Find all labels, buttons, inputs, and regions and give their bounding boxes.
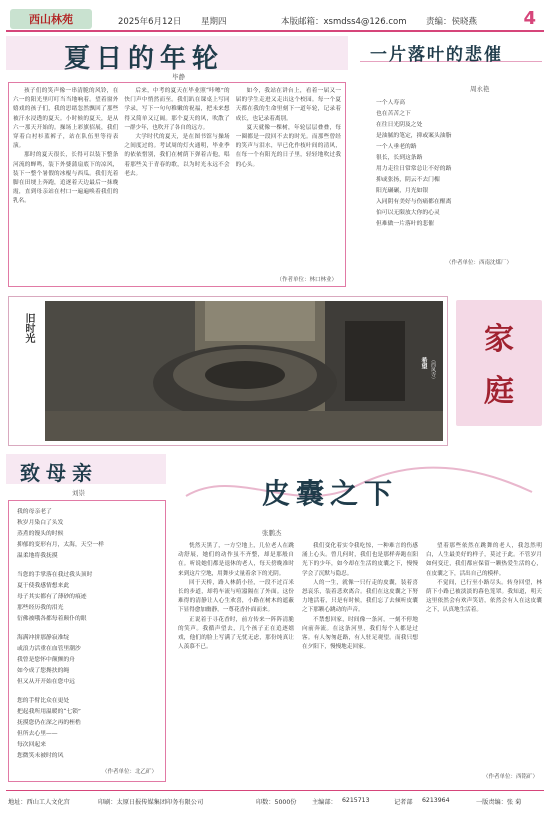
article1-title-band xyxy=(6,36,348,74)
footer-address: 地址：西山工人文化宫 xyxy=(8,799,70,806)
poem2-line: 抑郁的变形有月，太海，天空一样 xyxy=(17,542,104,548)
article1-paragraph: 那时的夏天很长，长得可以装下整条河流的蝉鸣，装下外婆蒲扇底下的凉风，装下一整个暑假的冰棍与西瓜。我们光着脚在田埂上奔跑，追逐着天边最后一抹晚霞，直到母亲站在村口一遍遍唤着我们的乳名。 xyxy=(13,152,119,205)
poem2-line: 您的手臂比众在更处 xyxy=(17,698,70,704)
page-email: 本版邮箱：xsmdss4@126.com xyxy=(281,17,407,27)
poem2-note: （作者单位：北乙矿） xyxy=(101,769,157,775)
article2-note: （作者单位：西铭矿） xyxy=(482,774,538,780)
poem1-line: 阳光碾碾，月光如银 xyxy=(376,188,429,194)
article1-paragraph: 如今，我站在讲台上，看着一届又一届的学生走进又走出这个校园。每一个夏天都在我的生命里刻下一道年轮，记录着成长，也记录着离别。 xyxy=(235,88,341,122)
poem1-line: 一个人寿高 xyxy=(376,100,405,106)
article2-paragraph: 人的一生，就像一只行走的皮囊，装着喜怒哀乐，装着悲欢离合。我们在这皮囊之下努力地活着，只是有时候，我们忘了去倾听皮囊之下那颗心跳动的声音。 xyxy=(302,579,418,614)
poem1-line: 很长，长到这条路 xyxy=(376,155,423,161)
poem1-line: 用力走往日常常总让不好的路 xyxy=(376,166,452,172)
footer-phone2: 6213964 xyxy=(422,797,450,804)
article2-paragraph: 不觉间，已行至小路尽头。转身回望，林荫下小路已被淡淡的暮色笼罩。我知道，明天这里依然会有欢声笑语，依然会有人在这皮囊之下，认真地生活着。 xyxy=(426,579,542,614)
article2-paragraph: 不禁想回家，时间像一条河，一刻不停地向前奔流。在这条河里，我们每个人都是过客。有人匆匆赶路，有人驻足观望。而我只想在夕阳下，慢慢地走回家。 xyxy=(302,616,418,651)
poem2-line: 但又从开开始在您中远 xyxy=(17,679,75,685)
footer-printer: 印刷：太原日报传媒集团印务有限公司 xyxy=(98,799,204,806)
poem2-line: 蒸煮的馒头的时候 xyxy=(17,531,64,537)
poem1-line: 抑或张扬，阴云不去门楣 xyxy=(376,177,440,183)
footer-price: 印数：5000份 xyxy=(256,799,297,806)
poem2-body xyxy=(8,500,166,782)
poem2-line: 当您的手掌落在我过我头顶时 xyxy=(17,572,93,578)
poem2-line: 但所去心里—— xyxy=(17,731,58,737)
footer-chief: 一版责编：张 菊 xyxy=(476,799,522,806)
article2-paragraph: 回于天桥，路人林荫小径，一段不过百米长的步道，却将车流与喧嚣隔在了外面。这份难得的清静让人心生欢喜，小路在树木的遮蔽下显得愈加幽静，一尊花香扑面而来。 xyxy=(178,579,294,614)
article2-paragraph: 恍然天黑了，一方空地上，几位老人在跳动舒展，她们的动作虽不齐整，却是那般自在。听说她们都是退休的老人，每天傍晚准时来到这片空地，用舞步丈量着余下的光阴。 xyxy=(178,543,294,577)
poem1-body xyxy=(376,98,540,248)
poem2-title: 致母亲 xyxy=(20,461,98,485)
poem2-author: 刘崇 xyxy=(72,489,85,497)
poem2-line: 衍佛被哦各都每着颠仆的眼 xyxy=(17,616,87,622)
article2-title-area xyxy=(176,456,542,520)
poem1-author: 周永艳 xyxy=(470,85,490,93)
poem2-line: 或浪力活重在血管里潮沙 xyxy=(17,646,81,652)
poem2-line: 温柔地将我抚摸 xyxy=(17,553,58,559)
poem1-line: 也在苦苦之下 xyxy=(376,111,411,117)
section-label-char2: 庭 xyxy=(484,374,514,409)
article2-paragraph: 我们变化着实令我吃惊，一种难言的伤感涌上心头。曾几何时，我们也是那样奔跑在阳光下的少年，如今却在生活的皮囊之下，慢慢学会了沉默与隐忍。 xyxy=(302,543,418,577)
photo-caption-sub: （西风寺） xyxy=(430,357,436,382)
poem2-line: 抚摸您仍在深之再的桎梏 xyxy=(17,720,81,726)
section-label-char1: 家 xyxy=(484,322,514,357)
poem1-line: 伯可以无限放大你的心灵 xyxy=(376,210,440,216)
page-footer xyxy=(6,790,544,810)
article2-paragraph: 望着那些依然在跳舞的老人，我忽然明白，人生最美好的样子，莫过于此。不管岁月如何变迁，我们都应保留一颗热爱生活的心，在皮囊之下，活出自己的模样。 xyxy=(426,543,542,577)
article1-paragraph: 大学时代的夏天，是在图书馆与操场之间度过的。考试周的灯火通明，毕业季的依依惜别，我们在树荫下弹着吉他，唱着那些关于青春的歌，以为时光永远不会老去。 xyxy=(124,134,230,177)
footer-phone2-label: 记者部 xyxy=(394,799,413,806)
photo-side-label: 旧时光 xyxy=(23,313,34,343)
poem2-line: 那些经历我的泪光 xyxy=(17,605,64,611)
poem1-note: （作者单位：西南沈煤厂） xyxy=(446,260,513,266)
footer-phone-label: 主编部： xyxy=(312,799,337,806)
page-editor: 责编：侯晓燕 xyxy=(426,17,478,27)
footer-phone: 6215713 xyxy=(342,797,370,804)
photo-frame xyxy=(8,296,448,446)
article2-body xyxy=(178,542,542,782)
poem1-line: 在往日光阴及之处 xyxy=(376,122,423,128)
page-number: 4 xyxy=(523,8,536,29)
poem1-title-band xyxy=(360,36,542,65)
poem2-line: 每次回起来 xyxy=(17,742,46,748)
article2-author: 张鹏杰 xyxy=(262,529,282,537)
poem2-line: 秋岁月染白了头发 xyxy=(17,520,64,526)
poem2-line: 把起我所用温暖的“七锁” xyxy=(17,709,81,715)
poem2-line: 您微笑未被时的风 xyxy=(17,753,64,759)
poem1-line: 入同阴有美好与伤痛都在醒离 xyxy=(376,199,452,205)
article1-paragraph: 后来，中考的夏天在毕业照“咔嚓”的快门声中悄然而至。我们趴在课桌上写同学录，写下一句句稚嫩的祝福，把未来想得又简单又辽阔。那个夏天的风，吹散了一群少年，也吹开了各自的远方。 xyxy=(124,88,230,131)
article1-body xyxy=(8,82,346,287)
poem1-line: 一个人垂老的路 xyxy=(376,144,417,150)
poem2-line: 母子其实都有了薄砂的痕迹 xyxy=(17,594,87,600)
article2-paragraph: 正说着于寻花香时，前方传来一阵阵清脆的笑声。我循声望去，几个孩子正在追逐嬉戏，他们的脸上写满了无忧无虑，那份纯真让人羡慕不已。 xyxy=(178,616,294,651)
photo-image xyxy=(45,301,443,441)
poem1-line: 但难做一片落叶的悲催 xyxy=(376,221,434,227)
poem2-line: 我的母亲老了 xyxy=(17,509,52,515)
article1-note: （作者单位：林口林业） xyxy=(276,277,337,283)
article1-title: 夏日的年轮 xyxy=(64,44,225,74)
article1-paragraph: 夏天就像一棵树，年轮层层叠叠，每一圈都是一段回不去的时光。而那些曾经的笑声与泪水，早已化作枝叶间的清风，在每一个有阳光的日子里，轻轻地吹过我的心头。 xyxy=(235,124,341,168)
poem1-title: 一片落叶的悲催 xyxy=(370,45,503,65)
issue-weekday: 星期四 xyxy=(201,17,227,27)
issue-date: 2025年6月12日 xyxy=(118,17,182,27)
page-header xyxy=(6,6,544,32)
poem1-line: 是油腻的笔定，抑或案头油脂 xyxy=(376,133,452,139)
poem2-line: 我曾是您怀中颠颤的舟 xyxy=(17,657,75,663)
newspaper-logo: 西山林苑 xyxy=(10,9,92,29)
article1-paragraph: 孩子们的笑声像一串清脆的风铃，在六一的阳光里叮叮当当地响着。望着窗外嬉戏的孩子们，我的思绪忽然飘回了那些被汗水浸透的夏天。小时候的夏天，是从六一那天开始的。操场上彩旗招展，我们穿着白衬衫蓝裤子，站在队伍里等待表演。 xyxy=(13,88,119,150)
section-label-box xyxy=(456,300,542,426)
millstone-photo xyxy=(45,301,443,441)
poem2-line: 如今成了您搀扶的绳 xyxy=(17,668,70,674)
photo-caption-name: 希望 xyxy=(420,357,427,369)
article1-author: 毕静 xyxy=(172,73,185,81)
poem2-line: 海满冲拼那静寂准绽 xyxy=(17,635,70,641)
article2-title: 皮囊之下 xyxy=(262,477,399,510)
poem2-line: 夏于使我感情想来此 xyxy=(17,583,70,589)
poem2-title-band xyxy=(6,454,166,484)
